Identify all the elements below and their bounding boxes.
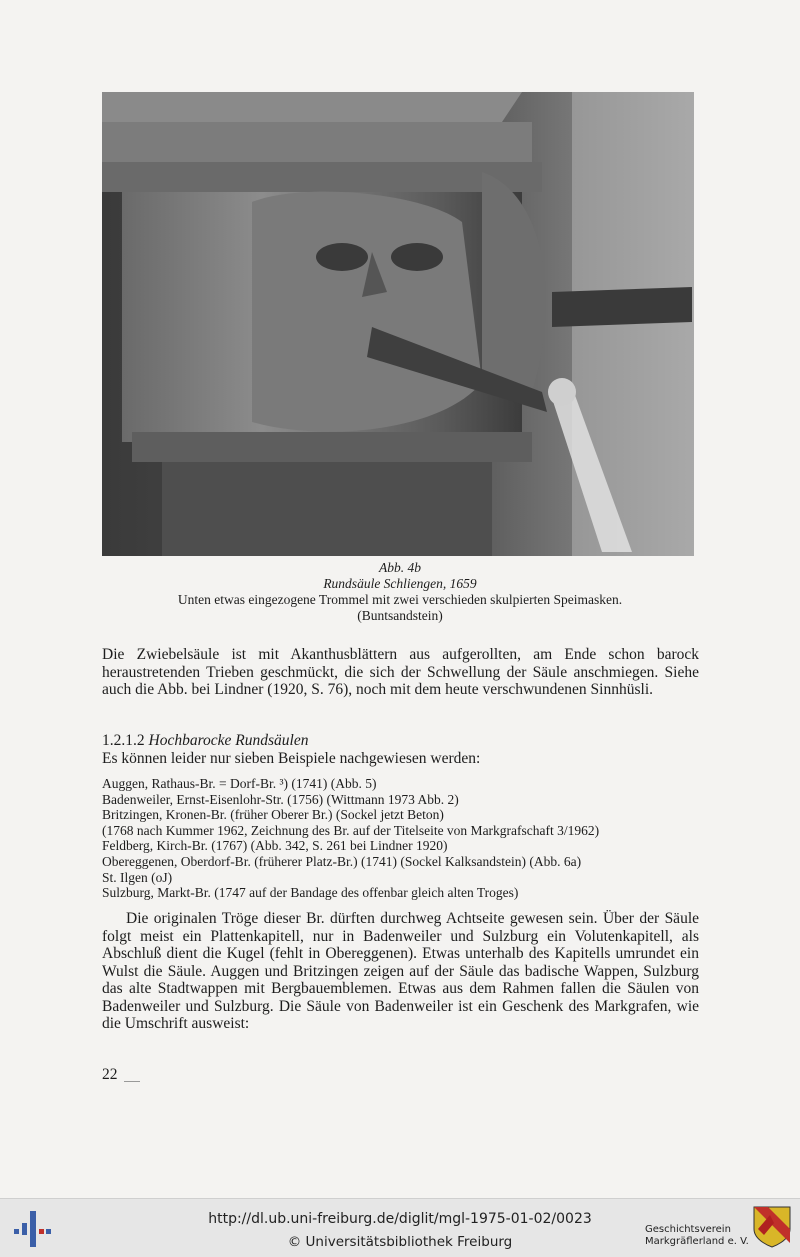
- page-number: 22: [102, 1066, 118, 1083]
- society-name-line1: Geschichtsverein: [645, 1224, 731, 1235]
- section-number: 1.2.1.2: [102, 732, 145, 749]
- figure-caption: [0, 560, 800, 624]
- coat-of-arms-icon[interactable]: [752, 1205, 792, 1253]
- list-item: Britzingen, Kronen-Br. (früher Oberer Br.) (Sockel jetzt Beton): [102, 807, 444, 823]
- page-number-rule: [124, 1081, 140, 1082]
- caption-material: (Buntsandstein): [357, 608, 443, 623]
- list-item: Feldberg, Kirch-Br. (1767) (Abb. 342, S. 261 bei Lindner 1920): [102, 838, 448, 854]
- list-item: Obereggenen, Oberdorf-Br. (früherer Platz-Br.) (1741) (Sockel Kalksandstein) (Abb. 6a): [102, 853, 582, 869]
- fountain-list: [102, 776, 702, 901]
- copyright-notice: © Universitätsbibliothek Freiburg: [287, 1234, 513, 1250]
- fountain-photo: [102, 92, 694, 556]
- society-name: [645, 1224, 749, 1248]
- viewer-footer: [0, 1198, 800, 1257]
- caption-figure-number: Abb. 4b: [379, 560, 421, 575]
- paragraph-zwiebelsaeule: Die Zwiebelsäule ist mit Akanthusblättern aus aufgerollten, am Ende schon barock heraustretenden Trieben geschmückt, die sich der Schwellung der Säule anschmiegen. Siehe auch die Abb. bei Lindner (1920, S. 76), noch mit dem heute verschwundenen Sinnhüsli.: [102, 646, 699, 698]
- list-item: (1768 nach Kummer 1962, Zeichnung des Br. auf der Titelseite von Markgrafschaft 3/1962): [102, 822, 600, 838]
- list-item: Sulzburg, Markt-Br. (1747 auf der Bandage des offenbar gleich alten Troges): [102, 885, 519, 901]
- list-item: St. Ilgen (oJ): [102, 869, 173, 885]
- caption-description: Unten etwas eingezogene Trommel mit zwei verschieden skulpierten Speimasken.: [177, 592, 623, 607]
- caption-title: Rundsäule Schliengen, 1659: [323, 576, 477, 591]
- section-intro: Es können leider nur sieben Beispiele nachgewiesen werden:: [102, 749, 481, 767]
- list-item: Badenweiler, Ernst-Eisenlohr-Str. (1756) (Wittmann 1973 Abb. 2): [102, 791, 459, 807]
- list-item: Auggen, Rathaus-Br. = Dorf-Br. ³) (1741) (Abb. 5): [102, 776, 377, 791]
- paragraph-troege: Die originalen Tröge dieser Br. dürften durchweg Achtseite gewesen sein. Über der Säule folgt meist ein Plattenkapitell, nur in Badenweiler und Sulzburg ein Volutenkapitell, als Abschluß dient die Kugel (fehlt in Obereggenen). Etwas unterhalb des Kapitells umrundet ein Wulst die Säule. Auggen und Britzingen zeigen auf der Säule das badische Wappen, Sulzburg das alte Stadtwappen mit Bergbauemblemen. Etwas aus dem Rahmen fallen die Säulen von Badenweiler und Sulzburg. Die Säule von Badenweiler ist ein Geschenk des Markgrafen, wie die Umschrift ausweist:: [102, 910, 699, 1032]
- section-heading: [102, 732, 699, 767]
- society-name-line2: Markgräflerland e. V.: [645, 1236, 749, 1247]
- document-url-link[interactable]: http://dl.ub.uni-freiburg.de/diglit/mgl-1975-01-02/0023: [208, 1211, 592, 1227]
- section-title: Hochbarocke Rundsäulen: [148, 732, 309, 749]
